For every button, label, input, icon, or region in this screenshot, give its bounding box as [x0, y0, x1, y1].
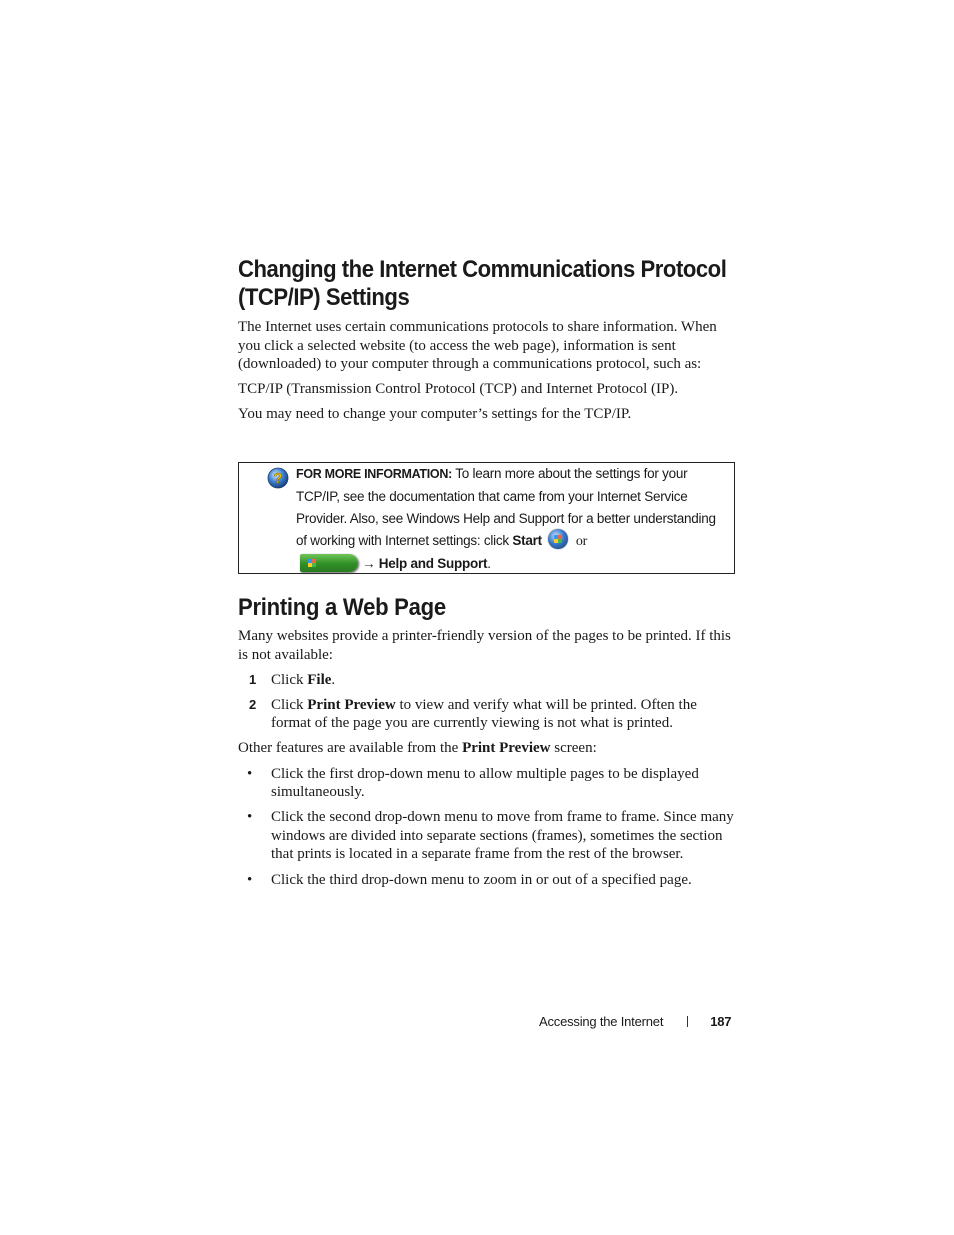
steps-list [238, 671, 738, 733]
section-title-tcpip [238, 256, 727, 312]
page-number: 187 [710, 1014, 732, 1029]
help-question-icon [267, 467, 289, 489]
step-bold: Print Preview [307, 696, 396, 713]
arrow-glyph: → [362, 556, 376, 572]
other-post: screen: [550, 740, 597, 757]
step-item [238, 696, 738, 733]
help-and-support: Help and Support [378, 556, 488, 572]
paragraph-change-settings: You may need to change your computer’s settings for the TCP/IP. [238, 406, 632, 423]
or-word: or [575, 534, 588, 550]
note-label: FOR MORE INFORMATION: [296, 466, 452, 481]
list-item [238, 871, 738, 890]
step-text-end: . [331, 671, 336, 688]
paragraph-tcpip: TCP/IP (Transmission Control Protocol (TCP) and Internet Protocol (IP). [238, 381, 679, 398]
list-item-text: Click the second drop-down menu to move from frame to frame. Since many windows are divided into separate sections (frames), sometimes the section that prints is located in a separate frame from the rest of the browser. [271, 809, 734, 863]
list-item [238, 808, 738, 864]
list-item-text: Click the third drop-down menu to zoom in or out of a specified page. [271, 871, 692, 888]
footer-chapter: Accessing the Internet [539, 1014, 664, 1029]
note-text [296, 463, 728, 575]
title-line-2: (TCP/IP) Settings [238, 284, 410, 311]
bullet-glyph: • [247, 809, 253, 826]
page-content [238, 256, 738, 896]
paragraph-protocols: The Internet uses certain communications protocols to share information. When you click a selected website (to access the web page), information is sent (downloaded) to your computer through a communications protocol, such as: [238, 319, 717, 373]
step-text: Click [271, 671, 308, 688]
footer-separator [687, 1016, 688, 1027]
section-printing [238, 594, 738, 889]
note-period: . [487, 556, 491, 572]
start-word: Start [512, 533, 542, 549]
paragraph-printing-intro: Many websites provide a printer-friendly version of the pages to be printed. If this is not available: [238, 627, 731, 663]
features-list [238, 765, 738, 890]
paragraph-other-features [238, 739, 738, 758]
step-number: 1 [249, 671, 257, 687]
step-number: 2 [249, 696, 257, 712]
svg-text:?: ? [273, 469, 283, 487]
step-item [238, 671, 738, 690]
step-text: Click [271, 696, 308, 713]
page-footer [539, 1014, 731, 1029]
section-title-printing: Printing a Web Page [238, 593, 446, 621]
step-bold: File [307, 671, 332, 688]
note-body: To learn more about the settings for your TCP/IP, see the documentation that came from your Internet Service Provider. Also, see Windows Help and Support for a better understanding of working with Internet settings: click [296, 465, 716, 549]
other-pre: Other features are available from the [238, 740, 463, 757]
list-item [238, 765, 738, 802]
windows-start-orb-icon [548, 529, 568, 549]
more-info-note [238, 462, 735, 574]
step-text-end: to view and verify what will be printed. Often the format of the page you are currently viewing is not what is printed. [271, 696, 697, 732]
windows-start-button-icon [300, 554, 358, 572]
list-item-text: Click the first drop-down menu to allow multiple pages to be displayed simultaneously. [271, 765, 699, 801]
title-line-1: Changing the Internet Communications Protocol [238, 256, 727, 283]
bullet-glyph: • [247, 765, 253, 782]
bullet-glyph: • [247, 871, 253, 888]
other-bold: Print Preview [462, 740, 551, 757]
